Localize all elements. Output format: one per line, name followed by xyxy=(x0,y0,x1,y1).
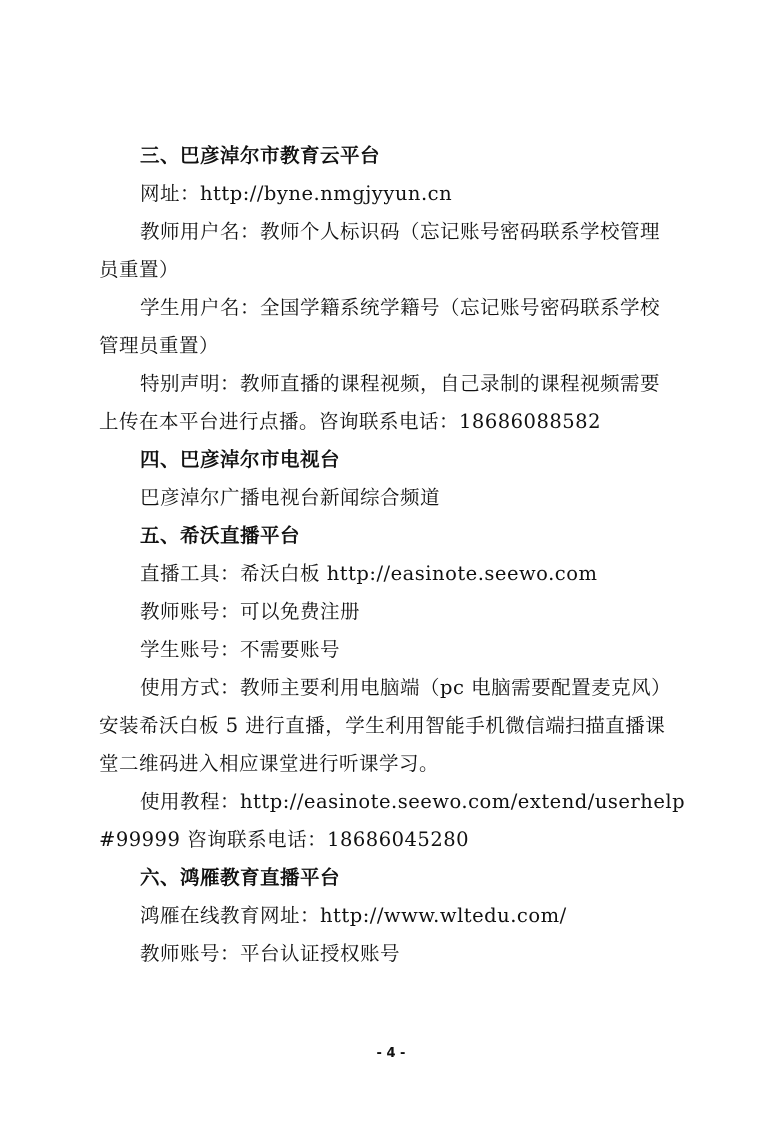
section-4-channel: 巴彦淖尔广播电视台新闻综合频道 xyxy=(140,486,441,509)
section-heading-6: 六、鸿雁教育直播平台 xyxy=(140,866,341,889)
section-heading-4: 四、巴彦淖尔市电视台 xyxy=(140,448,341,471)
section-5-student-account: 学生账号：不需要账号 xyxy=(140,638,341,661)
section-5-tool: 直播工具：希沃白板 http://easinote.seewo.com xyxy=(140,562,598,585)
section-3-student-username-cont: 管理员重置） xyxy=(99,334,220,357)
section-3-notice: 特别声明：教师直播的课程视频，自己录制的课程视频需要 xyxy=(140,372,661,395)
section-6-url: 鸿雁在线教育网址：http://www.wltedu.com/ xyxy=(140,904,567,927)
section-3-url: 网址：http://byne.nmgjyyun.cn xyxy=(140,182,453,205)
section-5-teacher-account: 教师账号：可以免费注册 xyxy=(140,600,361,623)
section-5-tutorial-cont: #99999 咨询联系电话：18686045280 xyxy=(99,828,470,851)
section-3-notice-cont: 上传在本平台进行点播。咨询联系电话：18686088582 xyxy=(99,410,601,433)
section-5-usage-cont-1: 安装希沃白板 5 进行直播，学生利用智能手机微信端扫描直播课 xyxy=(99,714,666,737)
section-6-teacher-account: 教师账号：平台认证授权账号 xyxy=(140,942,401,965)
section-3-teacher-username: 教师用户名：教师个人标识码（忘记账号密码联系学校管理 xyxy=(140,220,661,243)
section-3-teacher-username-cont: 员重置） xyxy=(99,258,180,281)
page-number: - 4 - xyxy=(376,1046,406,1061)
section-5-usage: 使用方式：教师主要利用电脑端（pc 电脑需要配置麦克风） xyxy=(140,676,672,699)
section-heading-3: 三、巴彦淖尔市教育云平台 xyxy=(140,144,381,167)
section-5-tutorial: 使用教程：http://easinote.seewo.com/extend/userhelp xyxy=(140,790,686,813)
section-heading-5: 五、希沃直播平台 xyxy=(140,524,301,547)
section-3-student-username: 学生用户名：全国学籍系统学籍号（忘记账号密码联系学校 xyxy=(140,296,661,319)
section-5-usage-cont-2: 堂二维码进入相应课堂进行听课学习。 xyxy=(99,752,440,775)
